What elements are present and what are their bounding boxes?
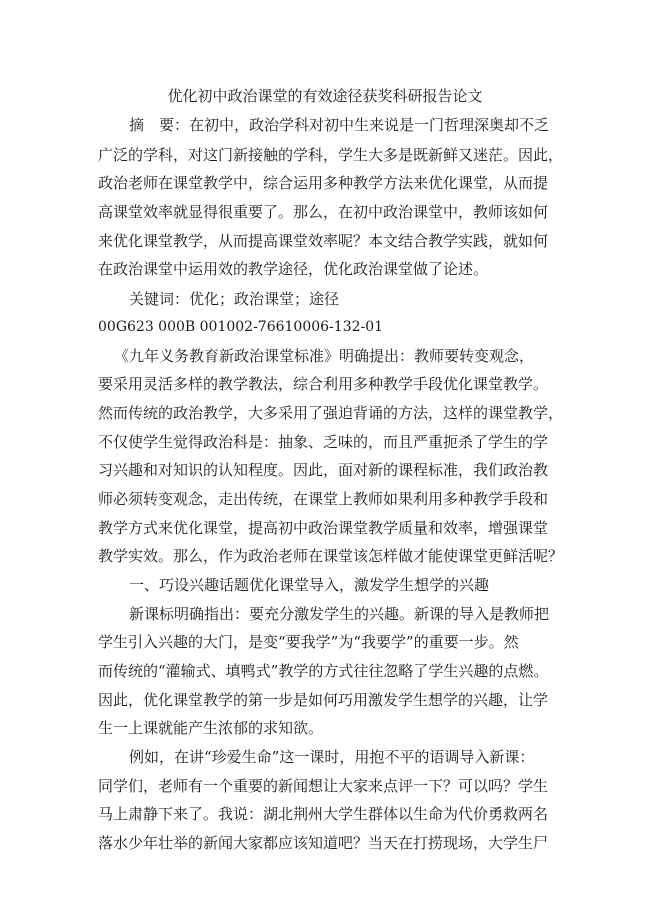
body-line: 而传统的“灌输式、填鸭式”教学的方式往往忽略了学生兴趣的点燃。 (98, 662, 549, 680)
body-line: 然而传统的政治教学，大多采用了强迫背诵的方法，这样的课堂教学， (98, 404, 564, 422)
abstract-line: 政治老师在课堂教学中，综合运用多种教学方法来优化课堂，从而提 (98, 174, 549, 192)
body-line: 学生引入兴趣的大门，是变“要我学”为“我要学”的重要一步。然 (98, 633, 519, 651)
body-line: 例如，在讲“珍爱生命”这一课时，用抱不平的语调导入新课： (129, 748, 535, 766)
body-line: 新课标明确指出：要充分激发学生的兴趣。新课的导入是教师把 (129, 605, 550, 623)
abstract-line: 广泛的学科，对这门新接触的学科，学生大多是既新鲜又迷茫。因此， (98, 146, 564, 164)
body-line: 生一上课就能产生浓郁的求知欲。 (98, 719, 324, 737)
body-line: 同学们，老师有一个重要的新闻想让大家来点评一下？可以吗？学生 (98, 777, 549, 795)
abstract-line: 在政治课堂中运用效的教学途径，优化政治课堂做了论述。 (98, 260, 489, 278)
body-line: 因此，优化课堂教学的第一步是如何巧用激发学生想学的兴趣，让学 (98, 691, 549, 709)
body-line: 马上肃静下来了。我说：湖北荆州大学生群体以生命为代价勇救两名 (98, 805, 549, 823)
body-line: 教学方式来优化课堂，提高初中政治课堂教学质量和效率，增强课堂 (98, 519, 549, 537)
body-line: 要采用灵活多样的教学教法，综合利用多种教学手段优化课堂教学。 (98, 375, 549, 393)
classification-code: 00G623 000B 001002-76610006-132-01 (98, 319, 384, 335)
keywords-line: 关键词：优化；政治课堂；途径 (129, 290, 340, 308)
body-line: 落水少年壮举的新闻大家都应该知道吧？当天在打捞现场，大学生尸 (98, 834, 549, 852)
document-title: 优化初中政治课堂的有效途径获奖科研报告论文 (167, 87, 483, 105)
abstract-line: 来优化课堂教学，从而提高课堂效率呢？本文结合教学实践，就如何 (98, 232, 549, 250)
body-line: 师必须转变观念，走出传统，在课堂上教师如果利用多种教学手段和 (98, 490, 549, 508)
body-line: 教学实效。那么，作为政治老师在课堂该怎样做才能使课堂更鲜活呢？ (98, 547, 564, 565)
abstract-line: 高课堂效率就显得很重要了。那么，在初中政治课堂中，教师该如何 (98, 203, 549, 221)
body-line: 《九年义务教育新政治课堂标准》明确提出：教师要转变观念， (114, 347, 535, 365)
body-line: 习兴趣和对知识的认知程度。因此，面对新的课程标准，我们政治教 (98, 461, 549, 479)
body-line: 不仅使学生觉得政治科是：抽象、乏味的，而且严重扼杀了学生的学 (98, 433, 549, 451)
abstract-line: 摘 要：在初中，政治学科对初中生来说是一门哲理深奥却不乏 (129, 116, 550, 134)
section-heading: 一、巧设兴趣话题优化课堂导入，激发学生想学的兴趣 (129, 576, 490, 594)
